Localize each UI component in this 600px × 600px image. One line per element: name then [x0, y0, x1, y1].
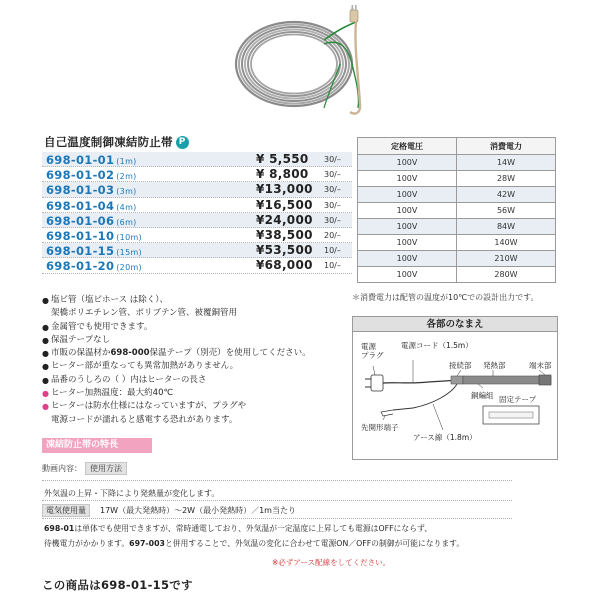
- product-price: ¥53,500: [256, 243, 313, 258]
- spec-voltage: 100V: [358, 171, 457, 187]
- product-qty: 30/–: [324, 185, 341, 195]
- product-length: (6m): [116, 217, 137, 227]
- spec-row: [358, 187, 556, 203]
- product-code: 698-01-04: [46, 198, 115, 213]
- product-code: 698-01-02: [46, 168, 115, 183]
- product-row: [42, 243, 352, 258]
- product-length: (2m): [116, 172, 137, 182]
- feature-label: 凍結防止帯の特長: [42, 438, 152, 453]
- description: [44, 522, 564, 551]
- parts-label-tip: 先開形端子: [361, 423, 399, 432]
- video-row: [42, 462, 127, 475]
- bullet-item: ● 金属管でも使用できます。: [42, 321, 362, 334]
- product-length: (15m): [116, 248, 142, 258]
- video-button[interactable]: 使用方法: [85, 462, 127, 475]
- spec-power: 56W: [457, 203, 556, 219]
- description-line: [44, 537, 564, 552]
- description-text: 待機電力がかかります。: [44, 538, 130, 548]
- parts-label-tape: 固定テープ: [499, 395, 537, 404]
- product-photo: [228, 4, 388, 122]
- spec-row: [358, 171, 556, 187]
- parts-label-braid: 銅編組: [471, 391, 494, 400]
- bullet-item: ● 保温テープなし: [42, 334, 362, 347]
- bullet-item: ● ヒーター部が重なっても異常加熱がありません。: [42, 360, 362, 373]
- bullet-item-warning: ● ヒーター加熱温度：最大約40℃: [42, 387, 362, 400]
- power-row: [42, 504, 296, 517]
- spec-voltage: 100V: [358, 267, 457, 283]
- spec-voltage: 100V: [358, 251, 457, 267]
- description-code: 698-01: [44, 524, 75, 533]
- bullet-text: 市販の保温材か: [51, 348, 111, 359]
- description-line: [44, 522, 564, 537]
- spec-table: [357, 137, 556, 283]
- product-qty: 30/–: [324, 170, 341, 180]
- spec-power: 14W: [457, 155, 556, 171]
- bullet-product-code: 698-000: [110, 348, 150, 359]
- bullet-item: ● 塩ビ管（塩ビホース は除く）、: [42, 294, 362, 307]
- product-row: [42, 198, 352, 213]
- spec-voltage: 100V: [358, 187, 457, 203]
- power-tag: 電気使用量: [42, 504, 90, 517]
- product-row: [42, 152, 352, 167]
- spec-row: [358, 219, 556, 235]
- product-code: 698-01-01: [46, 153, 115, 167]
- product-price: ¥24,000: [256, 212, 313, 227]
- spec-power: 280W: [457, 267, 556, 283]
- product-length: (10m): [116, 232, 142, 242]
- spec-row: [358, 251, 556, 267]
- product-title: [44, 134, 189, 150]
- product-price: ¥68,000: [256, 258, 313, 273]
- product-code: 698-01-20: [46, 259, 115, 274]
- product-code: 698-01-10: [46, 228, 115, 243]
- parts-label-end: 端末部: [529, 361, 552, 370]
- product-qty: 30/–: [324, 215, 341, 225]
- bullet-item: [42, 347, 362, 360]
- bullet-item-warning: ● ヒーターは防水仕様にはなっていますが、プラグや: [42, 400, 362, 413]
- product-price: ¥ 8,800: [256, 167, 309, 182]
- product-row: [42, 258, 352, 273]
- parts-label-cord: 電源コード（1.5m）: [401, 341, 473, 350]
- product-price: ¥16,500: [256, 197, 313, 212]
- spec-row: [358, 267, 556, 283]
- parts-title: 各部のなまえ: [352, 316, 558, 332]
- product-length: (4m): [116, 202, 137, 212]
- spec-power: 140W: [457, 235, 556, 251]
- product-price: ¥38,500: [256, 227, 313, 242]
- product-code: 698-01-15: [46, 244, 115, 259]
- product-qty: 10/–: [324, 246, 341, 256]
- product-list: [42, 152, 352, 274]
- spec-voltage: 100V: [358, 235, 457, 251]
- feature-bullets: [42, 294, 362, 427]
- ground-warning: ※必ずアース配線をしてください。: [272, 558, 391, 567]
- divider: [42, 518, 512, 519]
- product-price: ¥13,000: [256, 182, 313, 197]
- product-price: ¥ 5,550: [256, 152, 309, 166]
- product-qty: 30/–: [324, 155, 341, 164]
- description-text: は単体でも使用できますが、常時通電しており、外気温が一定温度に上昇しても電源はOFFにならず、: [74, 524, 432, 533]
- product-row: [42, 167, 352, 182]
- spec-header-row: [358, 138, 556, 155]
- spec-voltage: 100V: [358, 219, 457, 235]
- product-row: [42, 228, 352, 243]
- spec-power: 28W: [457, 171, 556, 187]
- product-qty: 30/–: [324, 200, 341, 210]
- description-code: 697-003: [129, 538, 165, 548]
- bullet-item: 架橋ポリエチレン管、ポリブテン管、被覆銅管用: [51, 308, 238, 319]
- bullet-text: 保温テープ（別売）を使用してください。: [149, 348, 311, 359]
- parts-label-ground: アース線（1.8m）: [413, 433, 477, 442]
- parts-label-connector: 接続部: [449, 361, 472, 370]
- spec-voltage: 100V: [358, 155, 457, 171]
- parts-label-plug: 電源 プラグ: [361, 342, 384, 360]
- product-length: (20m): [116, 263, 142, 273]
- spec-note: ＊消費電力は配管の温度が10℃での設計出力です。: [352, 293, 539, 302]
- product-code: 698-01-03: [46, 183, 115, 198]
- spec-power: 210W: [457, 251, 556, 267]
- divider: [42, 500, 512, 501]
- spec-row: [358, 203, 556, 219]
- spec-header-power: 消費電力: [457, 138, 556, 155]
- product-length: (3m): [116, 187, 137, 197]
- divider: [42, 480, 512, 481]
- spec-power: 42W: [457, 187, 556, 203]
- spec-row: [358, 155, 556, 171]
- parts-diagram: [352, 332, 558, 460]
- spec-power: 84W: [457, 219, 556, 235]
- p-badge-icon: P: [176, 136, 189, 149]
- description-text: と併用することで、外気温の変化に合わせて電源ON／OFFの制御が可能になります。: [164, 538, 465, 548]
- title-text: 自己温度制御凍結防止帯: [44, 135, 173, 149]
- bullet-item-warning: 電源コードが濡れると感電する恐れがあります。: [51, 414, 238, 425]
- bullet-item: ● 品番のうしろの（ ）内はヒーターの長さ: [42, 374, 362, 387]
- change-note: 外気温の上昇・下降により発熱量が変化します。: [44, 489, 220, 498]
- product-qty: 10/–: [324, 261, 341, 271]
- spec-header-voltage: 定格電圧: [358, 138, 457, 155]
- plug-shape: [371, 375, 383, 391]
- footer-product-note: この商品は698-01-15です: [42, 578, 193, 592]
- power-text: 17W（最大発熱時）～2W（最小発熱時）／1m当たり: [100, 506, 296, 515]
- parts-label-heater: 発熱部: [483, 361, 506, 370]
- product-length: (1m): [116, 157, 137, 166]
- spec-row: [358, 235, 556, 251]
- product-qty: 20/–: [324, 230, 341, 240]
- video-label: 動画内容：: [42, 464, 82, 473]
- spec-voltage: 100V: [358, 203, 457, 219]
- product-row: [42, 182, 352, 197]
- product-row: [42, 213, 352, 228]
- product-code: 698-01-06: [46, 213, 115, 228]
